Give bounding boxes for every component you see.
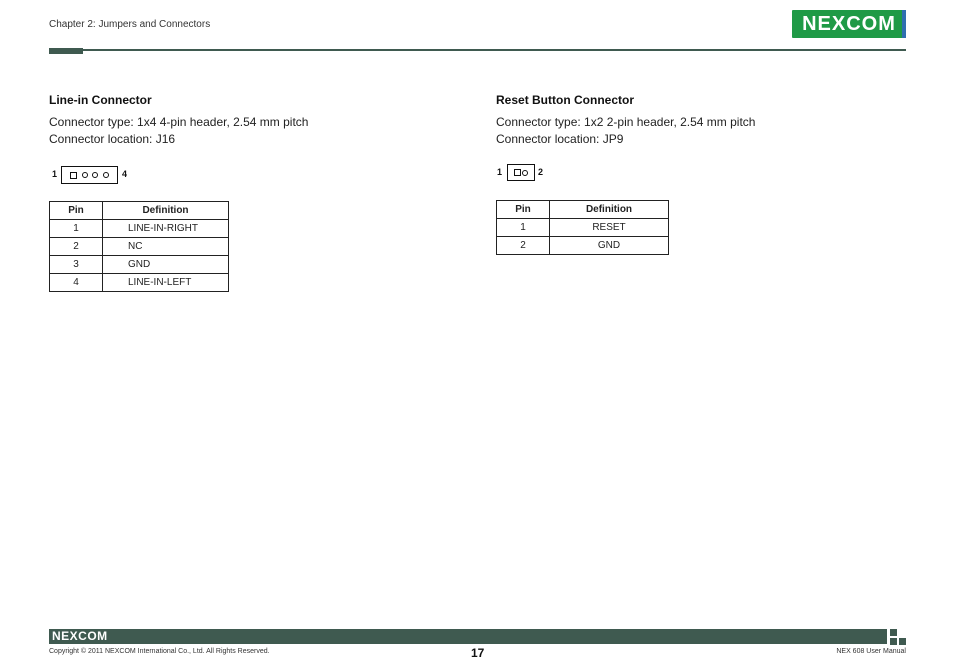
pin-square-icon (514, 169, 521, 176)
pin-definition: GND (103, 256, 229, 274)
pin-definition: LINE-IN-LEFT (103, 274, 229, 292)
table-row (50, 220, 229, 238)
pin-number: 4 (50, 274, 103, 292)
line-in-pin-end: 4 (122, 169, 128, 179)
line-in-pin-table (49, 201, 229, 292)
column-header: Pin (497, 201, 550, 219)
page-number: 17 (471, 646, 485, 660)
table-header-row (50, 202, 229, 220)
line-in-title: Line-in Connector (49, 93, 152, 107)
line-in-location: Connector location: J16 (49, 132, 176, 146)
table-row (497, 237, 669, 255)
line-in-header-diagram (61, 166, 118, 184)
pin-number: 3 (50, 256, 103, 274)
line-in-type: Connector type: 1x4 4-pin header, 2.54 mm pitch (49, 115, 309, 129)
table-row (50, 274, 229, 292)
pin-circle-icon (82, 172, 88, 178)
pin-number: 1 (497, 219, 550, 237)
footer-square-icon (890, 629, 897, 636)
reset-pin-table (496, 200, 669, 255)
chapter-title: Chapter 2: Jumpers and Connectors (49, 19, 211, 30)
pin-definition: NC (103, 238, 229, 256)
pin-circle-icon (103, 172, 109, 178)
header-bar-block (49, 48, 83, 54)
footer-square-icon (890, 638, 897, 645)
column-header: Definition (550, 201, 669, 219)
pin-number: 2 (50, 238, 103, 256)
column-header: Definition (103, 202, 229, 220)
line-in-pin-start: 1 (52, 169, 58, 179)
copyright-text: Copyright © 2011 NEXCOM International Co., Ltd. All Rights Reserved. (49, 648, 270, 655)
pin-circle-icon (92, 172, 98, 178)
footer-logo: NEXCOM (52, 629, 108, 643)
column-header: Pin (50, 202, 103, 220)
pin-definition: LINE-IN-RIGHT (103, 220, 229, 238)
table-row (50, 238, 229, 256)
footer-bar (49, 629, 887, 644)
pin-circle-icon (522, 170, 528, 176)
header-divider (83, 49, 906, 51)
logo-text: NEXCOM (802, 13, 896, 35)
table-header-row (497, 201, 669, 219)
reset-header-diagram (507, 164, 535, 181)
pin-number: 1 (50, 220, 103, 238)
reset-pin-end: 2 (538, 167, 544, 177)
logo-accent (902, 10, 906, 38)
reset-location: Connector location: JP9 (496, 132, 624, 146)
pin-definition: RESET (550, 219, 669, 237)
reset-type: Connector type: 1x2 2-pin header, 2.54 mm pitch (496, 115, 756, 129)
reset-title: Reset Button Connector (496, 93, 634, 107)
table-row (50, 256, 229, 274)
pin-square-icon (70, 172, 77, 179)
footer-square-icon (899, 638, 906, 645)
pin-number: 2 (497, 237, 550, 255)
table-row (497, 219, 669, 237)
pin-definition: GND (550, 237, 669, 255)
reset-pin-start: 1 (497, 167, 503, 177)
nexcom-logo (792, 10, 906, 38)
manual-title: NEX 608 User Manual (836, 648, 906, 655)
